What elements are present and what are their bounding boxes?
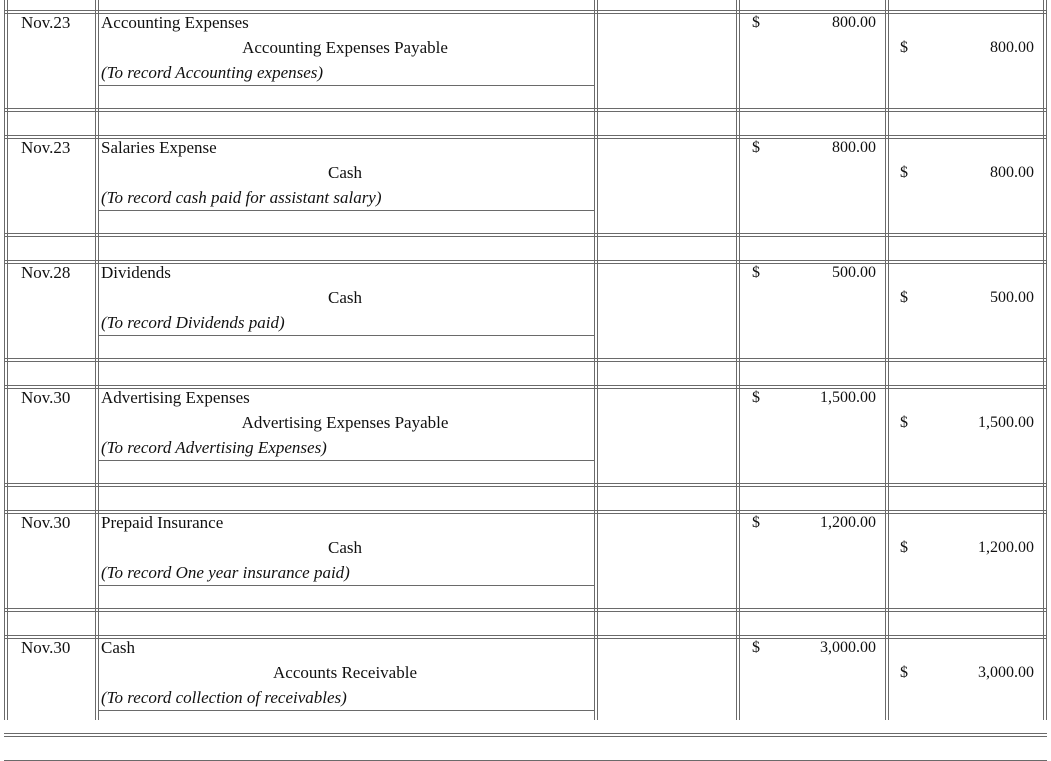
debit-currency: $ — [752, 14, 760, 31]
debit-amount: 800.00 — [832, 139, 876, 156]
entry-memo: (To record One year insurance paid) — [101, 563, 350, 582]
credit-currency: $ — [900, 664, 908, 681]
entry-memo: (To record collection of receivables) — [101, 688, 347, 707]
credit-amount: 500.00 — [990, 289, 1034, 306]
credit-account: Cash — [328, 288, 362, 307]
debit-currency: $ — [752, 264, 760, 281]
row-rule — [4, 611, 1047, 612]
credit-amount: 800.00 — [990, 164, 1034, 181]
row-rule — [4, 638, 1047, 639]
debit-account: Salaries Expense — [101, 138, 217, 157]
credit-currency: $ — [900, 289, 908, 306]
debit-amount: 1,200.00 — [820, 514, 876, 531]
credit-account: Accounts Receivable — [273, 663, 417, 682]
memo-underline — [98, 335, 594, 336]
debit-amount: 1,500.00 — [820, 389, 876, 406]
row-rule — [4, 233, 1047, 234]
credit-account: Advertising Expenses Payable — [241, 413, 449, 432]
credit-currency: $ — [900, 414, 908, 431]
debit-currency: $ — [752, 139, 760, 156]
credit-amount: 1,500.00 — [978, 414, 1034, 431]
debit-amount: 500.00 — [832, 264, 876, 281]
debit-amount: 3,000.00 — [820, 639, 876, 656]
debit-currency: $ — [752, 639, 760, 656]
row-rule — [4, 635, 1047, 636]
entry-date: Nov.30 — [21, 388, 71, 407]
credit-currency: $ — [900, 539, 908, 556]
entry-memo: (To record cash paid for assistant salary) — [101, 188, 382, 207]
debit-amount: 800.00 — [832, 14, 876, 31]
debit-account: Dividends — [101, 263, 171, 282]
row-rule — [4, 486, 1047, 487]
row-rule — [4, 361, 1047, 362]
credit-amount: 1,200.00 — [978, 539, 1034, 556]
credit-account: Cash — [328, 538, 362, 557]
debit-account: Prepaid Insurance — [101, 513, 224, 532]
memo-underline — [98, 710, 594, 711]
row-rule — [4, 385, 1047, 386]
entry-date: Nov.28 — [21, 263, 71, 282]
row-rule — [4, 108, 1047, 109]
row-rule — [4, 358, 1047, 359]
entry-memo: (To record Accounting expenses) — [101, 63, 324, 82]
debit-account: Cash — [101, 638, 135, 657]
entry-date: Nov.23 — [21, 138, 71, 157]
credit-account: Accounting Expenses Payable — [242, 38, 448, 57]
row-rule — [4, 483, 1047, 484]
memo-underline — [98, 585, 594, 586]
credit-currency: $ — [900, 39, 908, 56]
row-rule — [4, 608, 1047, 609]
row-rule — [4, 510, 1047, 511]
row-rule — [4, 260, 1047, 261]
memo-underline — [98, 85, 594, 86]
credit-account: Cash — [328, 163, 362, 182]
entry-memo: (To record Advertising Expenses) — [101, 438, 327, 457]
debit-account: Accounting Expenses — [101, 13, 249, 32]
memo-underline — [98, 460, 594, 461]
row-rule — [4, 236, 1047, 237]
debit-account: Advertising Expenses — [101, 388, 250, 407]
row-rule — [4, 733, 1047, 734]
debit-currency: $ — [752, 389, 760, 406]
entry-date: Nov.23 — [21, 13, 71, 32]
credit-currency: $ — [900, 164, 908, 181]
memo-underline — [98, 210, 594, 211]
entry-date: Nov.30 — [21, 638, 71, 657]
credit-amount: 3,000.00 — [978, 664, 1034, 681]
debit-currency: $ — [752, 514, 760, 531]
row-rule — [4, 135, 1047, 136]
row-rule — [4, 736, 1047, 737]
row-rule — [4, 10, 1047, 11]
credit-amount: 800.00 — [990, 39, 1034, 56]
row-rule — [4, 111, 1047, 112]
entry-memo: (To record Dividends paid) — [101, 313, 285, 332]
entry-date: Nov.30 — [21, 513, 71, 532]
